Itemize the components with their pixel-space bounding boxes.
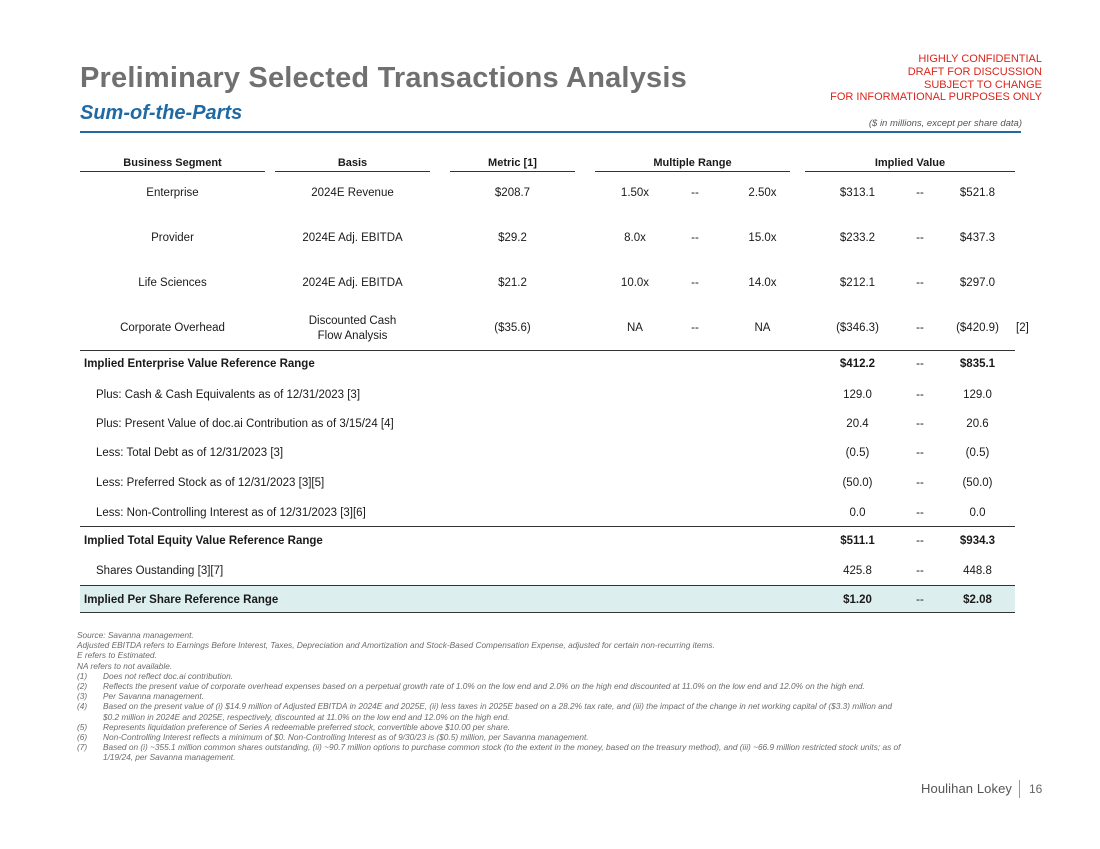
summary-low: (0.5) [845, 447, 870, 459]
summary-high: $835.1 [959, 358, 996, 370]
page-title: Preliminary Selected Transactions Analysis [80, 62, 687, 94]
col-header-metric: Metric [1] [488, 157, 537, 169]
summary-label: Implied Per Share Reference Range [84, 594, 279, 606]
range-dash: -- [916, 535, 924, 547]
header-underline [80, 171, 265, 172]
range-dash: -- [916, 358, 924, 370]
value-low: $313.1 [839, 187, 876, 199]
value-low: ($346.3) [836, 322, 879, 334]
summary-low: (50.0) [842, 477, 873, 489]
range-dash: -- [916, 565, 924, 577]
value-low: $212.1 [839, 277, 876, 289]
summary-label: Implied Enterprise Value Reference Range [84, 358, 315, 370]
definition-note: E refers to Estimated. [77, 650, 157, 661]
segment-name: Corporate Overhead [120, 322, 225, 334]
value-high: $297.0 [959, 277, 996, 289]
page-subtitle: Sum-of-the-Parts [80, 102, 243, 124]
range-dash: -- [916, 187, 924, 199]
range-dash: -- [691, 322, 699, 334]
multiple-high: 14.0x [748, 277, 777, 289]
segment-basis: 2024E Revenue [311, 187, 394, 199]
value-high: $521.8 [959, 187, 996, 199]
basis-line: Flow Analysis [317, 329, 388, 342]
value-low: $233.2 [839, 232, 876, 244]
footnote [77, 732, 907, 742]
range-dash: -- [916, 447, 924, 459]
segment-metric: $21.2 [498, 277, 527, 289]
summary-low: $511.1 [840, 535, 875, 547]
footnote-text: Per Savanna management. [103, 691, 205, 702]
confidential-line: SUBJECT TO CHANGE [924, 78, 1042, 91]
segment-basis: 2024E Adj. EBITDA [302, 232, 403, 244]
footnote-text: Non-Controlling Interest reflects a minimum of $0. Non-Controlling Interest as of 9/30/23 is ($0.5) million, per Savanna management. [103, 732, 589, 743]
summary-low: $1.20 [843, 594, 872, 606]
footnote-number: (5) [77, 721, 88, 732]
footnote-text: Based on the present value of (i) $14.9 million of Adjusted EBITDA in 2024E and 2025E, (ii) less taxes in 2025E based on a 28.2% tax rate, and (iii) the impact of the change in net working capital of ($3.3) million and $0.2 million in 2024E and 2025E, respectively, discounted at 11.0% on the low end and 12.0% on the high end. [103, 701, 892, 722]
footnote [77, 722, 907, 732]
section-divider [80, 350, 1015, 351]
footnote-number: (7) [77, 742, 88, 753]
range-dash: -- [916, 418, 924, 430]
footer-divider [1019, 780, 1020, 798]
summary-high: 448.8 [963, 565, 992, 577]
col-header-multiple: Multiple Range [653, 157, 732, 169]
range-dash: -- [916, 232, 924, 244]
segment-metric: ($35.6) [494, 322, 531, 334]
footnote-number: (2) [77, 681, 88, 692]
summary-label: Plus: Cash & Cash Equivalents as of 12/31/2023 [3] [96, 389, 361, 401]
summary-label: Less: Preferred Stock as of 12/31/2023 [3][5] [96, 477, 325, 489]
range-dash: -- [916, 507, 924, 519]
confidential-line: HIGHLY CONFIDENTIAL [918, 53, 1042, 65]
summary-high: 129.0 [963, 389, 992, 401]
range-dash: -- [916, 594, 924, 606]
segment-basis [275, 314, 430, 343]
summary-high: $934.3 [959, 535, 996, 547]
header-underline [275, 171, 430, 172]
footnote-number: (3) [77, 691, 88, 702]
confidentiality-notice [830, 53, 1042, 104]
summary-high: (50.0) [962, 477, 993, 489]
summary-low: 425.8 [843, 565, 872, 577]
value-high: ($420.9) [956, 322, 999, 334]
segment-name: Enterprise [146, 187, 199, 199]
confidential-line: FOR INFORMATIONAL PURPOSES ONLY [830, 91, 1042, 104]
summary-label: Less: Non-Controlling Interest as of 12/31/2023 [3][6] [96, 507, 366, 519]
summary-high: 0.0 [969, 507, 986, 519]
range-dash: -- [916, 389, 924, 401]
company-logo: Houlihan Lokey [921, 781, 1013, 796]
title-divider [80, 131, 1021, 133]
footnote-number: (6) [77, 732, 88, 743]
value-high: $437.3 [959, 232, 996, 244]
footnote [77, 681, 907, 691]
summary-low: $412.2 [839, 358, 876, 370]
summary-low: 129.0 [843, 389, 872, 401]
summary-high: (0.5) [965, 447, 990, 459]
range-dash: -- [691, 187, 699, 199]
header-underline [595, 171, 790, 172]
multiple-high: NA [754, 322, 771, 334]
footnote [77, 671, 907, 681]
summary-high: $2.08 [963, 594, 992, 606]
footnote-text: Represents liquidation preference of Series A redeemable preferred stock, convertible above $10.00 per share. [103, 721, 511, 732]
summary-label: Implied Total Equity Value Reference Range [84, 535, 323, 547]
multiple-low: NA [627, 322, 643, 334]
range-dash: -- [916, 277, 924, 289]
definition-note: Adjusted EBITDA refers to Earnings Before Interest, Taxes, Depreciation and Amortization and Stock-Based Compensation Expense, adjusted for certain non-recurring items. [77, 640, 715, 651]
footnote-number: (1) [77, 670, 88, 681]
footnote-number: (4) [77, 701, 88, 712]
range-dash: -- [916, 322, 924, 334]
summary-label: Shares Oustanding [3][7] [96, 565, 224, 577]
summary-low: 20.4 [846, 418, 869, 430]
footnote [77, 742, 907, 762]
range-dash: -- [691, 277, 699, 289]
confidential-line: DRAFT FOR DISCUSSION [907, 65, 1042, 78]
header-underline [450, 171, 575, 172]
footnote-text: Based on (i) ~355.1 million common shares outstanding, (ii) ~90.7 million options to purchase common stock (to the extent in the money, based on the treasury method), and (iii) ~66.9 million restricted stock units; as of 1/19/24, per Savanna management. [103, 742, 901, 763]
source-note: Source: Savanna management. [77, 630, 194, 640]
range-dash: -- [691, 232, 699, 244]
page-number: 16 [1029, 782, 1043, 796]
range-dash: -- [916, 477, 924, 489]
col-header-basis: Basis [337, 157, 368, 169]
summary-label: Plus: Present Value of doc.ai Contribution as of 3/15/24 [4] [96, 418, 394, 430]
multiple-low: 1.50x [620, 187, 650, 199]
segment-basis: 2024E Adj. EBITDA [302, 277, 403, 289]
multiple-low: 8.0x [624, 232, 646, 244]
col-header-implied: Implied Value [874, 157, 946, 169]
summary-low: 0.0 [849, 507, 866, 519]
footnote [77, 691, 907, 701]
footnote-text: Does not reflect doc.ai contribution. [103, 670, 234, 681]
segment-metric: $29.2 [498, 232, 527, 244]
segment-metric: $208.7 [494, 187, 531, 199]
multiple-high: 15.0x [748, 232, 777, 244]
footnotes [77, 630, 907, 763]
footnote-text: Reflects the present value of corporate overhead expenses based on a perpetual growth rate of 1.0% on the low end and 2.0% on the high end discounted at 11.0% on the low end and 12.0% on the high end. [103, 681, 865, 692]
section-divider [80, 526, 1015, 527]
units-note: ($ in millions, except per share data) [868, 118, 1022, 129]
summary-high: 20.6 [966, 418, 989, 430]
multiple-low: 10.0x [620, 277, 650, 289]
multiple-high: 2.50x [748, 187, 777, 199]
footnote [77, 701, 907, 721]
basis-line: Discounted Cash [308, 315, 397, 327]
summary-label: Less: Total Debt as of 12/31/2023 [3] [96, 447, 284, 459]
definition-note: NA refers to not available. [77, 660, 173, 671]
segment-name: Provider [151, 232, 194, 244]
col-header-segment: Business Segment [123, 157, 222, 169]
header-underline [805, 171, 1015, 172]
footnote-ref: [2] [1016, 322, 1029, 334]
segment-name: Life Sciences [138, 277, 207, 289]
